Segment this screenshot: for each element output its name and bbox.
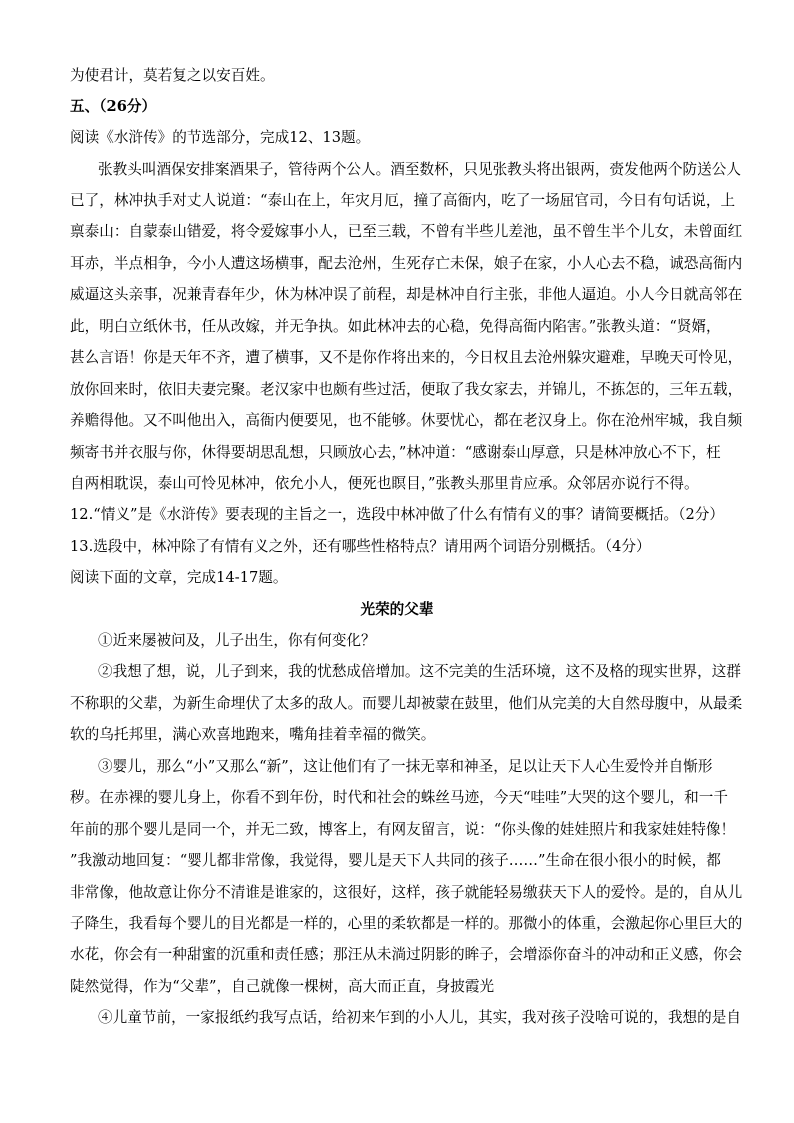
article-line: 非常像，他故意让你分不清谁是谁家的，这很好，这样，孩子就能轻易缴获天下人的爱怜。是的，自从儿 <box>70 884 743 901</box>
passage-line: 甚么言语！你是天年不齐，遭了横事，又不是你作将出来的，今日权且去沧州躲灾避难，早晚天可怜见， <box>70 349 743 366</box>
passage-line: 张教头叫酒保安排案酒果子，管待两个公人。酒至数杯，只见张教头将出银两，赍发他两个防送公人 <box>98 161 742 178</box>
article-line: 陡然觉得，作为“父辈”，自己就像一棵树，高大而正直，身披霞光 <box>70 978 495 995</box>
reading-instruction: 阅读下面的文章，完成14-17题。 <box>70 569 288 586</box>
article-line: ①近来屡被问及，儿子出生，你有何变化？ <box>98 632 376 649</box>
article-line: 子降生，我看每个婴儿的目光都是一样的，心里的柔软都是一样的。那微小的体重，会激起你心里巨大的 <box>70 915 743 932</box>
article-line: ③婴儿，那么“小”又那么“新”，这让他们有了一抹无辜和神圣，足以让天下人心生爱怜并自惭形 <box>98 758 713 775</box>
article-line: 软的乌托邦里，满心欢喜地跑来，嘴角挂着幸福的微笑。 <box>70 726 436 743</box>
passage-line: 养赡得他。又不叫他出入，高衙内便要见，也不能够。休要忧心，都在老汉身上。你在沧州牢城，我自频 <box>70 412 743 429</box>
passage-line: 自两相耽误，泰山可怜见林冲，依允小人，便死也瞑目，”张教头那里肯应承。众邻居亦说行不得。 <box>70 475 699 492</box>
passage-line: 禀泰山：自蒙泰山错爱，将令爱嫁事小人，已至三载，不曾有半些儿差池，虽不曾生半个儿女，未曾面红 <box>70 223 743 240</box>
article-line: 年前的那个婴儿是同一个，并无二致，博客上，有网友留言，说：“你头像的娃娃照片和我家娃娃特像！ <box>70 821 736 838</box>
passage-line: 此，明白立纸休书，任从改嫁，并无争执。如此林冲去的心稳，免得高衙内陷害。”张教头道：“贤婿， <box>70 318 721 335</box>
article-line: 水花，你会有一种甜蜜的沉重和责任感；那汪从未淌过阴影的眸子，会增添你奋斗的冲动和正义感，你会 <box>70 946 743 963</box>
passage-line: 已了，林冲执手对丈人说道：“泰山在上，年灾月厄，撞了高衙内，吃了一场屈官司，今日有句话说，上 <box>70 192 736 209</box>
article-line: 不称职的父辈，为新生命埋伏了太多的敌人。而婴儿却被蒙在鼓里，他们从完美的大自然母腹中，从最柔 <box>70 695 743 712</box>
text-line: 为使君计，莫若复之以安百姓。 <box>70 67 275 84</box>
article-line: 秽。在赤裸的婴儿身上，你看不到年份，时代和社会的蛛丝马迹，今天“哇哇”大哭的这个婴儿，和一千 <box>70 789 728 806</box>
question-13: 13.选段中，林冲除了有情有义之外，还有哪些性格特点？请用两个词语分别概括。（4分） <box>70 538 651 555</box>
passage-line: 威逼这头亲事，况兼青春年少，休为林冲误了前程，却是林冲自行主张，非他人逼迫。小人今日就高邻在 <box>70 286 743 303</box>
passage-line: 频寄书并衣服与你，休得要胡思乱想，只顾放心去，”林冲道：“感谢泰山厚意，只是林冲放心不下，枉 <box>70 444 721 461</box>
section-heading: 五、（26分） <box>70 98 157 115</box>
article-line: ②我想了想，说，儿子到来，我的忧愁成倍增加。这不完美的生活环境，这不及格的现实世界，这群 <box>98 663 742 680</box>
passage-line: 耳赤，半点相争，今小人遭这场横事，配去沧州，生死存亡未保，娘子在家，小人心去不稳，诚恐高衙内 <box>70 255 743 272</box>
question-12: 12.“情义”是《水浒传》要表现的主旨之一，选段中林冲做了什么有情有义的事？请简要概括。（2分） <box>70 506 725 523</box>
article-line: ④儿童节前，一家报纸约我写点话，给初来乍到的小人儿，其实，我对孩子没啥可说的，我想的是自 <box>98 1009 742 1026</box>
reading-instruction: 阅读《水浒传》的节选部分，完成12、13题。 <box>70 129 371 146</box>
article-line: ”我激动地回复：“婴儿都非常像，我觉得，婴儿是天下人共同的孩子……”生命在很小很小的时候，都 <box>70 852 721 869</box>
passage-line: 放你回来时，依旧夫妻完聚。老汉家中也颇有些过活，便取了我女家去，并锦儿，不拣怎的，三年五载， <box>70 381 743 398</box>
article-title: 光荣的父辈 <box>360 601 434 618</box>
